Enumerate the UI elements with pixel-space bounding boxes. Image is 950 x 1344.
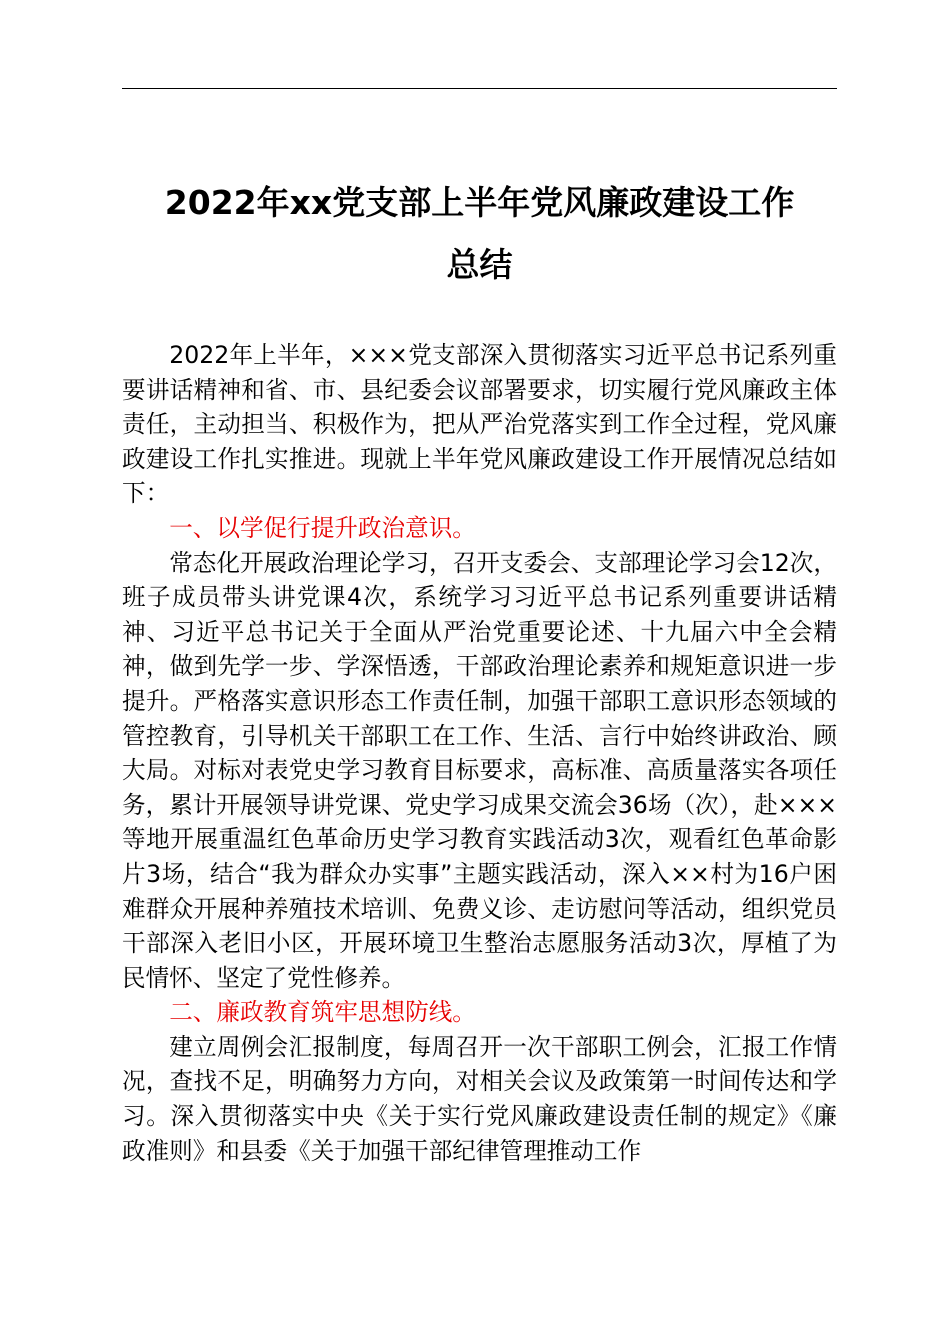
title-line-2: 总结 [446, 245, 513, 284]
document-body [122, 338, 837, 1168]
title-line-1: 2022年xx党支部上半年党风廉政建设工作 [164, 183, 795, 222]
section-2-paragraph: 建立周例会汇报制度，每周召开一次干部职工例会，汇报工作情况，查找不足，明确努力方向，对相关会议及政策第一时间传达和学习。深入贯彻落实中央《关于实行党风廉政建设责任制的规定》《廉政准则》和县委《关于加强干部纪律管理推动工作 [122, 1032, 837, 1165]
intro-paragraph: 2022年上半年，×××党支部深入贯彻落实习近平总书记系列重要讲话精神和省、市、县纪委会议部署要求，切实履行党风廉政主体责任，主动担当、积极作为，把从严治党落实到工作全过程，党风廉政建设工作扎实推进。现就上半年党风廉政建设工作开展情况总结如下： [122, 341, 837, 508]
section-1-paragraph: 常态化开展政治理论学习，召开支委会、支部理论学习会12次，班子成员带头讲党课4次，系统学习习近平总书记系列重要讲话精神、习近平总书记关于全面从严治党重要论述、十九届六中全会精神，做到先学一步、学深悟透，干部政治理论素养和规矩意识进一步提升。严格落实意识形态工作责任制，加强干部职工意识形态领域的管控教育，引导机关干部职工在工作、生活、言行中始终讲政治、顾大局。对标对表党史学习教育目标要求，高标准、高质量落实各项任务，累计开展领导讲党课、党史学习成果交流会36场（次），赴×××等地开展重温红色革命历史学习教育实践活动3次，观看红色革命影片3场，结合“我为群众办实事”主题实践活动，深入××村为16户困难群众开展种养殖技术培训、免费义诊、走访慰问等活动，组织党员干部深入老旧小区，开展环境卫生整治志愿服务活动3次，厚植了为民情怀、坚定了党性修养。 [122, 548, 837, 992]
document-title [122, 172, 837, 296]
header-rule [122, 88, 837, 89]
section-2-heading: 二、廉政教育筑牢思想防线。 [169, 998, 476, 1027]
section-1-heading: 一、以学促行提升政治意识。 [169, 513, 476, 542]
